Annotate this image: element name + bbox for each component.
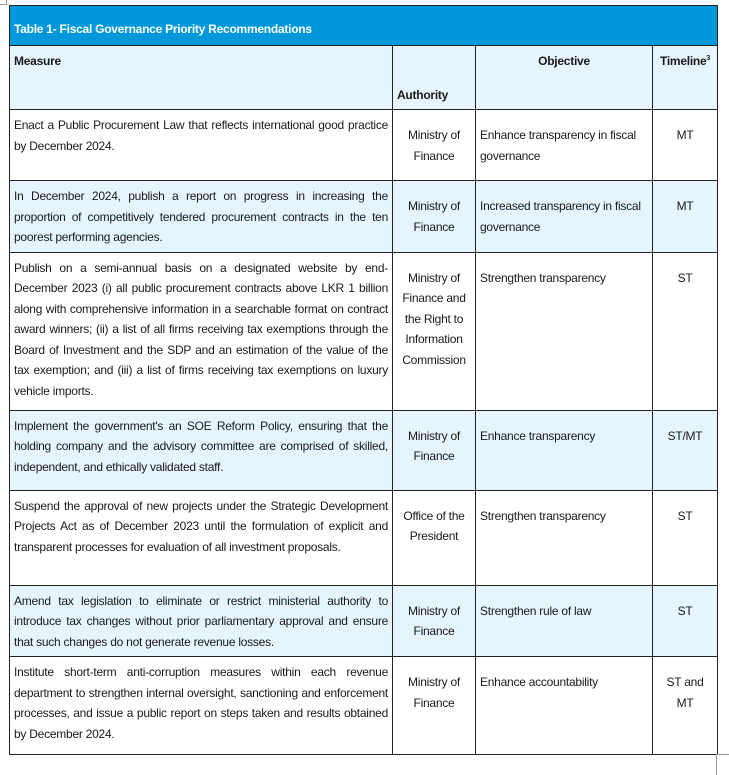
- measure-cell: In December 2024, publish a report on progress in increasing the proportion of competitively tendered procurement contracts in the ten poorest performing agencies.: [10, 181, 393, 253]
- table-row: [10, 110, 718, 181]
- objective-cell: Increased transparency in fiscal governance: [476, 181, 653, 253]
- authority-cell: Ministry of Finance: [393, 181, 476, 253]
- table-header-row: [10, 46, 718, 110]
- header-authority: Authority: [393, 46, 476, 110]
- objective-cell: Enhance transparency: [476, 410, 653, 490]
- table-row: [10, 252, 718, 410]
- timeline-cell: ST: [653, 252, 718, 410]
- measure-cell: Suspend the approval of new projects under the Strategic Development Projects Act as of December 2023 until the formulation of explicit and transparent processes for evaluation of all investment proposals.: [10, 490, 393, 585]
- authority-cell: Office of the President: [393, 490, 476, 585]
- page-corner-mark: [0, 0, 7, 5]
- objective-cell: Enhance accountability: [476, 657, 653, 755]
- measure-cell: Institute short-term anti-corruption measures within each revenue department to strengthen internal oversight, sanctioning and enforcement processes, and issue a public report on steps taken and results obtained by December 2024.: [10, 657, 393, 755]
- measure-cell: Implement the government's an SOE Reform Policy, ensuring that the holding company and the advisory committee are comprised of skilled, independent, and ethically validated staff.: [10, 410, 393, 490]
- measure-cell: Enact a Public Procurement Law that reflects international good practice by December 2024.: [10, 110, 393, 181]
- measure-cell: Publish on a semi-annual basis on a designated website by end-December 2023 (i) all public procurement contracts above LKR 1 billion along with comprehensive information in a searchable format on contract award winners; (ii) a list of all firms receiving tax exemptions through the Board of Investment and the SDP and an estimation of the value of the tax exemption; and (iii) a list of firms receiving tax exemptions on luxury vehicle imports.: [10, 252, 393, 410]
- table-row: [10, 490, 718, 585]
- authority-cell: Ministry of Finance: [393, 410, 476, 490]
- authority-cell: Ministry of Finance: [393, 585, 476, 657]
- authority-cell: Ministry of Finance and the Right to Information Commission: [393, 252, 476, 410]
- authority-cell: Ministry of Finance: [393, 657, 476, 755]
- header-objective: Objective: [476, 46, 653, 110]
- table-title-row: [10, 6, 718, 46]
- table-row: [10, 181, 718, 253]
- page-corner-mark: [716, 754, 729, 775]
- table-title: Table 1- Fiscal Governance Priority Recommendations: [10, 6, 718, 46]
- objective-cell: Strengthen rule of law: [476, 585, 653, 657]
- table-row: [10, 585, 718, 657]
- timeline-cell: ST: [653, 490, 718, 585]
- footnote-ref: 3: [706, 55, 711, 62]
- measure-cell: Amend tax legislation to eliminate or restrict ministerial authority to introduce tax changes without prior parliamentary approval and ensure that such changes do not generate revenue losses.: [10, 585, 393, 657]
- timeline-cell: MT: [653, 110, 718, 181]
- authority-cell: Ministry of Finance: [393, 110, 476, 181]
- timeline-cell: ST and MT: [653, 657, 718, 755]
- objective-cell: Strengthen transparency: [476, 252, 653, 410]
- table-row: [10, 410, 718, 490]
- header-timeline: [653, 46, 718, 110]
- table-row: [10, 657, 718, 755]
- fiscal-governance-table: [9, 5, 718, 755]
- timeline-cell: ST/MT: [653, 410, 718, 490]
- objective-cell: Enhance transparency in fiscal governance: [476, 110, 653, 181]
- header-measure: Measure: [10, 46, 393, 110]
- objective-cell: Strengthen transparency: [476, 490, 653, 585]
- timeline-cell: ST: [653, 585, 718, 657]
- header-timeline-label: Timeline: [659, 54, 707, 68]
- timeline-cell: MT: [653, 181, 718, 253]
